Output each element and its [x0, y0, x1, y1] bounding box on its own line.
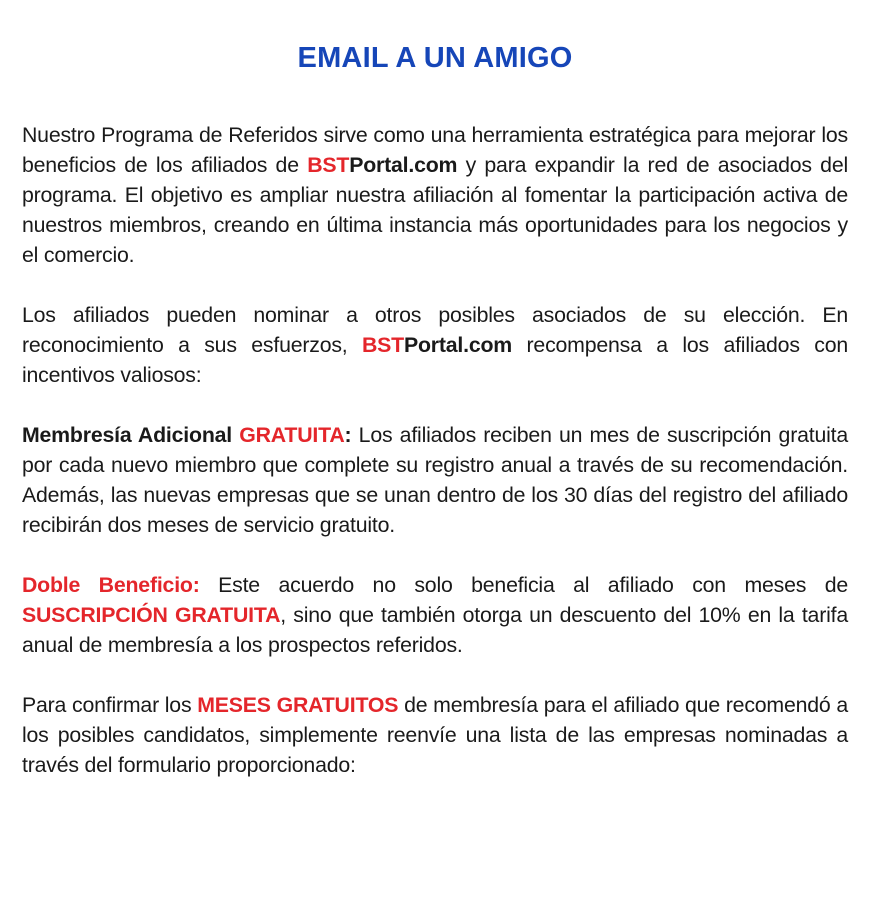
- free-membership-colon: :: [344, 423, 352, 447]
- confirm-highlight: MESES GRATUITOS: [197, 693, 399, 717]
- confirm-paragraph: [22, 690, 848, 780]
- double-benefit-highlight: SUSCRIPCIÓN GRATUITA: [22, 603, 281, 627]
- intro-text-start: Nuestro Programa de Referidos sirve como una herramienta estratégica para mejorar los beneficios de los afiliados de: [22, 123, 848, 177]
- nomination-paragraph: [22, 300, 848, 390]
- intro-paragraph: [22, 120, 848, 270]
- free-membership-lead: Membresía Adicional: [22, 423, 240, 447]
- double-benefit-paragraph: [22, 570, 848, 660]
- brand-bst: BST: [307, 153, 350, 177]
- free-membership-paragraph: [22, 420, 848, 540]
- intro-text-end: y para expandir la red de asociados del programa. El objetivo es ampliar nuestra afiliación al fomentar la participación activa de nuestros miembros, creando en última instancia más oportunidades para los negocios y el comercio.: [22, 153, 848, 267]
- nomination-text-start: Los afiliados pueden nominar a otros posibles asociados de su elección. En reconocimiento a sus esfuerzos,: [22, 303, 848, 357]
- double-benefit-body-end: , sino que también otorga un descuento del 10% en la tarifa anual de membresía a los prospectos referidos.: [22, 603, 848, 657]
- confirm-text-end: de membresía para el afiliado que recomendó a los posibles candidatos, simplemente reenvíe una lista de las empresas nominadas a través del formulario proporcionado:: [22, 693, 848, 777]
- confirm-text-start: Para confirmar los: [22, 693, 198, 717]
- free-membership-highlight: GRATUITA: [239, 423, 345, 447]
- brand-bst: BST: [361, 333, 404, 357]
- brand-portal: Portal.com: [349, 153, 458, 177]
- brand-portal: Portal.com: [403, 333, 513, 357]
- free-membership-body: Los afiliados reciben un mes de suscripción gratuita por cada nuevo miembro que complete su registro anual a través de su recomendación. Además, las nuevas empresas que se unan dentro de los 30 días del registro del afiliado recibirán dos meses de servicio gratuito.: [22, 423, 848, 537]
- nomination-text-end: recompensa a los afiliados con incentivos valiosos:: [22, 333, 848, 387]
- page-title: EMAIL A UN AMIGO: [297, 42, 573, 74]
- double-benefit-lead: Doble Beneficio:: [22, 573, 200, 597]
- double-benefit-body-start: Este acuerdo no solo beneficia al afiliado con meses de: [199, 573, 848, 597]
